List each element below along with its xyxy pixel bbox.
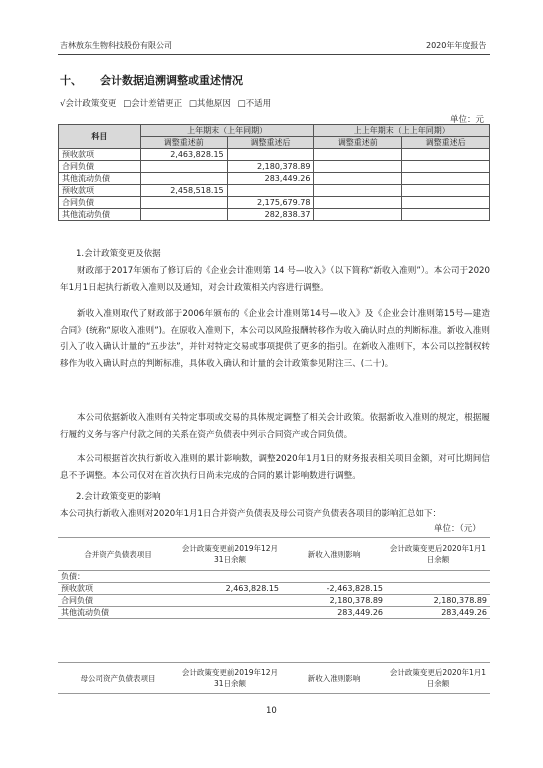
col-impact: 新收入准则影响 xyxy=(282,663,386,694)
cell: 2,175,679.78 xyxy=(227,197,314,209)
section-title: 会计数据追溯调整或重述情况 xyxy=(100,74,243,87)
header-rule xyxy=(58,54,490,55)
header-report: 2020年年度报告 xyxy=(426,41,487,50)
group-two-years-prior: 上上年期末（上上年同期） xyxy=(314,125,490,137)
table-row xyxy=(59,209,490,221)
cell: 2,180,378.89 xyxy=(227,161,314,173)
col-subject: 科目 xyxy=(59,125,141,149)
cell xyxy=(178,607,282,619)
col-after: 会计政策变更后2020年1月1日余额 xyxy=(386,538,490,571)
checkbox-not-applicable[interactable]: □不适用 xyxy=(237,99,272,109)
row-label: 预收款项 xyxy=(59,149,141,161)
cell xyxy=(140,209,227,221)
cell xyxy=(314,161,402,173)
cell: 2,463,828.15 xyxy=(140,149,227,161)
cell xyxy=(178,595,282,607)
cell xyxy=(386,571,490,583)
col-before: 会计政策变更前2019年12月31日余额 xyxy=(178,663,282,694)
col-item: 母公司资产负债表项目 xyxy=(58,663,178,694)
table-row xyxy=(59,173,490,185)
cell: -2,463,828.15 xyxy=(282,583,386,595)
cell xyxy=(402,185,490,197)
paragraph-1: 财政部于2017年颁布了修订后的《企业会计准则第 14 号—收入》（以下简称“新收入准则”）。本公司于2020年1月1日起执行新收入准则以及通知，对会计政策相关内容进行调整。 xyxy=(60,266,490,293)
consolidated-impact-table xyxy=(58,537,490,619)
cell: 2,458,518.15 xyxy=(140,185,227,197)
cell xyxy=(314,173,402,185)
cell xyxy=(402,161,490,173)
group-prior-year: 上年期末（上年同期） xyxy=(140,125,314,137)
table-row xyxy=(58,583,490,595)
cell: 283,449.26 xyxy=(386,607,490,619)
cell xyxy=(140,161,227,173)
table-row xyxy=(59,149,490,161)
col-before: 会计政策变更前2019年12月31日余额 xyxy=(178,538,282,571)
paragraph-5: 本公司执行新收入准则对2020年1月1日合并资产负债表及母公司资产负债表各项目的影响汇总如下： xyxy=(60,509,441,519)
checkbox-row xyxy=(60,97,271,109)
cell xyxy=(386,583,490,595)
col-impact: 新收入准则影响 xyxy=(282,538,386,571)
page-number: 10 xyxy=(266,706,277,716)
cell xyxy=(314,149,402,161)
cell: 2,180,378.89 xyxy=(282,595,386,607)
cell xyxy=(314,197,402,209)
header-company: 吉林敖东生物科技股份有限公司 xyxy=(60,41,172,50)
cell xyxy=(314,209,402,221)
paragraph-3: 本公司依据新收入准则有关特定事项或交易的具体规定调整了相关会计政策。依据新收入准则的规定，根据履行履约义务与客户付款之间的关系在资产负债表中列示合同资产或合同负债。 xyxy=(60,413,490,440)
cell xyxy=(402,173,490,185)
row-label: 预收款项 xyxy=(59,185,141,197)
paragraph-2: 新收入准则取代了财政部于2006年颁布的《企业会计准则第14号—收入》及《企业会计准则第15号—建造合同》(统称“原收入准则”)。在原收入准则下，本公司以风险报酬转移作为收入确认时点的判断标准。新收入准则引入了收入确认计量的“五步法”，并针对特定交易或事项提供了更多的指引。在新收入准则下，本公司以控制权转移作为收入确认时点的判断标准，具体收入确认和计量的会计政策参见附注三、(二十)。 xyxy=(60,309,491,369)
cell: 2,180,378.89 xyxy=(386,595,490,607)
cell xyxy=(402,209,490,221)
row-label: 预收款项 xyxy=(58,583,178,595)
table-row xyxy=(59,197,490,209)
unit-label-2: 单位：（元） xyxy=(434,524,481,534)
row-label: 合同负债 xyxy=(59,197,141,209)
row-label: 合同负债 xyxy=(59,161,141,173)
unit-label-1: 单位：元 xyxy=(450,115,485,125)
cell xyxy=(282,571,386,583)
row-label: 合同负债 xyxy=(58,595,178,607)
sub-after: 调整重述后 xyxy=(227,137,314,149)
cell: 283,449.26 xyxy=(282,607,386,619)
cell xyxy=(178,571,282,583)
cell xyxy=(140,173,227,185)
row-label: 其他流动负债 xyxy=(58,607,178,619)
cell xyxy=(402,149,490,161)
cell xyxy=(140,197,227,209)
row-label: 其他流动负债 xyxy=(59,173,141,185)
cell: 283,449.26 xyxy=(227,173,314,185)
row-label: 负债： xyxy=(58,571,178,583)
table-row xyxy=(58,607,490,619)
sub-before: 调整重述前 xyxy=(314,137,402,149)
table-row xyxy=(59,185,490,197)
col-item: 合并资产负债表项目 xyxy=(58,538,178,571)
cell: 282,838.37 xyxy=(227,209,314,221)
cell xyxy=(314,185,402,197)
table-row xyxy=(58,595,490,607)
row-label: 其他流动负债 xyxy=(59,209,141,221)
cell xyxy=(227,185,314,197)
checkbox-error-correction[interactable]: □会计差错更正 xyxy=(123,99,183,109)
cell: 2,463,828.15 xyxy=(178,583,282,595)
heading-policy-basis: 1.会计政策变更及依据 xyxy=(76,249,161,259)
col-after: 会计政策变更后2020年1月1日余额 xyxy=(386,663,490,694)
paragraph-4: 本公司根据首次执行新收入准则的累计影响数，调整2020年1月1日的财务报表相关项目金额，对可比期间信息不予调整。本公司仅对在首次执行日尚未完成的合同的累计影响数进行调整。 xyxy=(60,454,490,481)
sub-after: 调整重述后 xyxy=(402,137,490,149)
heading-policy-impact: 2.会计政策变更的影响 xyxy=(76,492,161,502)
parent-impact-table xyxy=(58,662,490,694)
table-row xyxy=(59,161,490,173)
cell xyxy=(402,197,490,209)
table-row xyxy=(58,571,490,583)
cell xyxy=(227,149,314,161)
checkbox-policy-change[interactable]: √会计政策变更 xyxy=(60,99,117,109)
sub-before: 调整重述前 xyxy=(140,137,227,149)
checkbox-other-reason[interactable]: □其他原因 xyxy=(188,99,231,109)
adjustment-table xyxy=(58,124,490,221)
section-number: 十、 xyxy=(60,74,82,87)
